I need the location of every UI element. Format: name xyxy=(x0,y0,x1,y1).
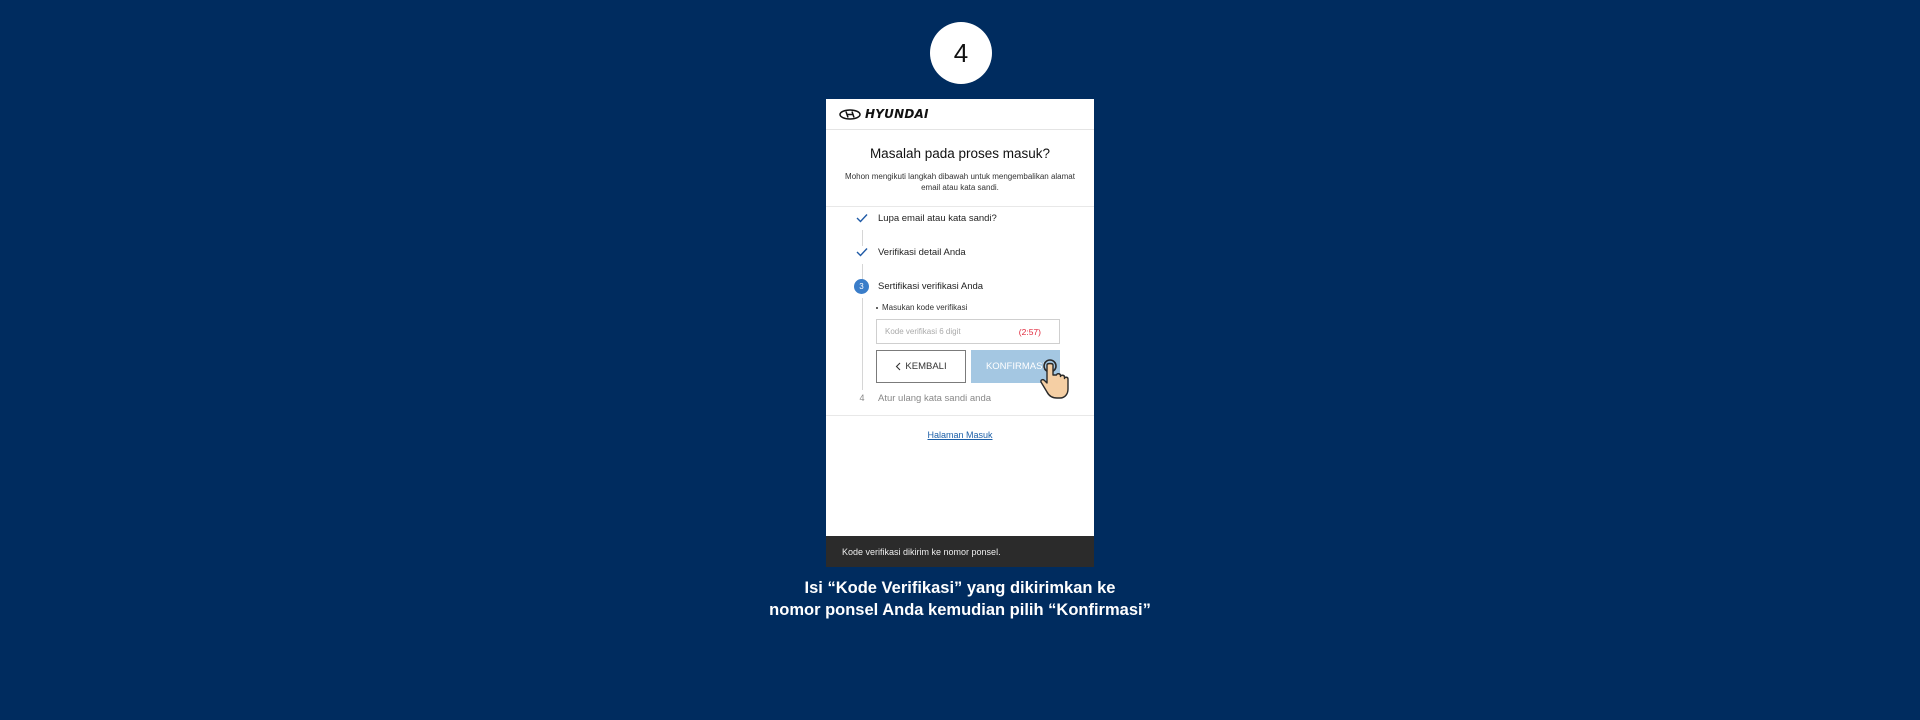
page-subtitle: Mohon mengikuti langkah dibawah untuk mengembalikan alamat email atau kata sandi. xyxy=(845,172,1075,192)
confirm-button-label: KONFIRMASI xyxy=(985,361,1046,372)
step-item-3 xyxy=(854,278,983,294)
toast-message: Kode verifikasi dikirim ke nomor ponsel. xyxy=(842,546,1001,557)
checkmark-icon xyxy=(854,210,870,226)
step-label: Verifikasi detail Anda xyxy=(878,246,966,258)
step-item-4 xyxy=(854,390,991,406)
checkmark-icon xyxy=(854,244,870,260)
step-label: Lupa email atau kata sandi? xyxy=(878,212,997,224)
step-label: Atur ulang kata sandi anda xyxy=(878,392,992,404)
login-page-link[interactable]: Halaman Masuk xyxy=(927,430,993,440)
page-title: Masalah pada proses masuk? xyxy=(869,146,1051,161)
verification-code-label-text: Masukan kode verifikasi xyxy=(882,303,968,312)
chevron-left-icon xyxy=(895,362,901,371)
step-item-1 xyxy=(854,210,997,226)
back-button-label: KEMBALI xyxy=(905,361,947,372)
step-label: Sertifikasi verifikasi Anda xyxy=(878,280,984,292)
footer-divider xyxy=(826,415,1094,416)
step-connector xyxy=(862,298,863,390)
hyundai-logo-icon xyxy=(839,109,861,120)
pointer-hand-icon xyxy=(1038,357,1072,401)
verification-code-label xyxy=(876,303,967,312)
instruction-caption xyxy=(660,577,1260,621)
step-item-2 xyxy=(854,244,966,260)
caption-line-1: Isi “Kode Verifikasi” yang dikirimkan ke xyxy=(804,579,1116,597)
toast-notification xyxy=(826,536,1094,567)
verification-code-field[interactable] xyxy=(876,319,1060,344)
step-number-active: 3 xyxy=(854,279,869,294)
phone-screen xyxy=(826,99,1094,567)
verification-code-input[interactable] xyxy=(885,327,1005,336)
logo-text: HYUNDAI xyxy=(865,107,929,121)
caption-line-2: nomor ponsel Anda kemudian pilih “Konfirmasi” xyxy=(769,601,1151,619)
bullet-icon xyxy=(876,307,878,309)
app-header xyxy=(826,99,1094,130)
brand-logo[interactable] xyxy=(839,107,929,121)
back-button[interactable] xyxy=(876,350,966,383)
header-divider xyxy=(826,206,1094,207)
countdown-timer: (2:57) xyxy=(1018,326,1041,337)
step-number-badge: 4 xyxy=(930,22,992,84)
step-number-pending: 4 xyxy=(859,393,865,403)
